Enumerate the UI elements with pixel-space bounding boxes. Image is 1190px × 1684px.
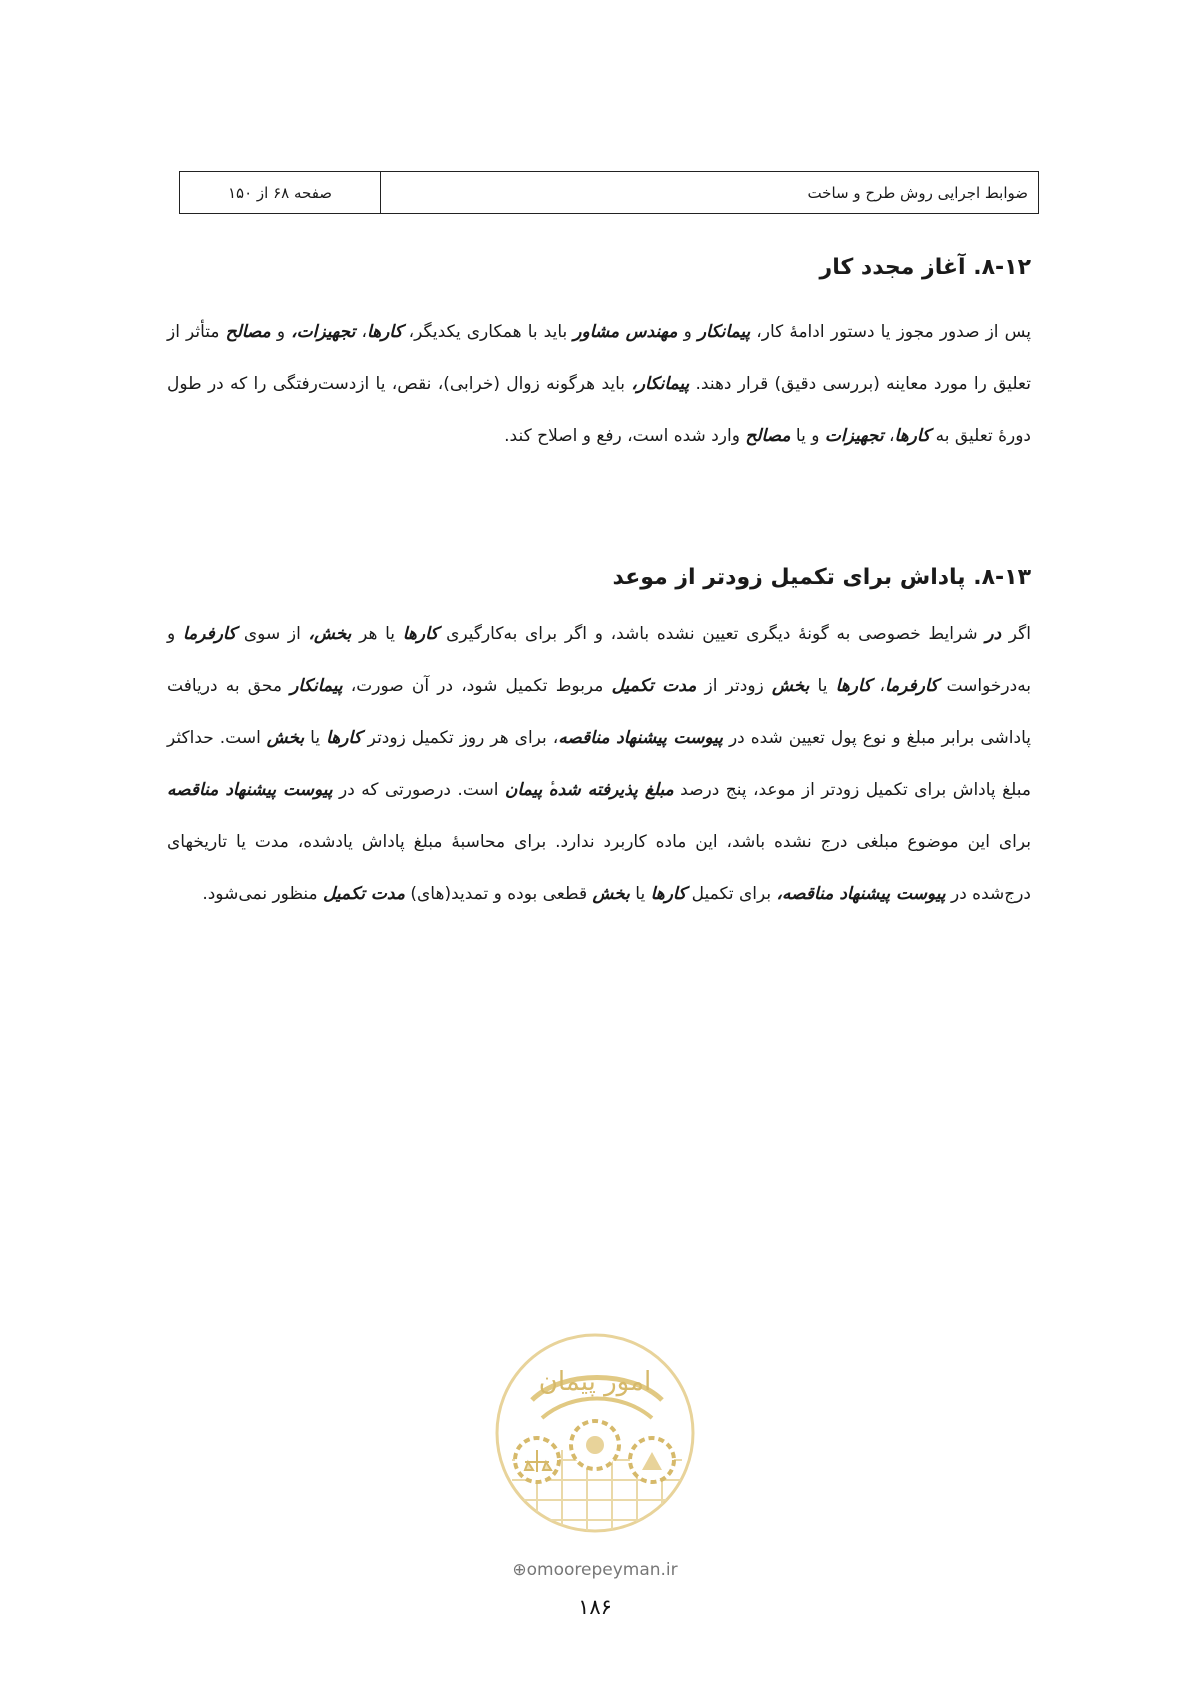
defined-term: پیمان — [504, 780, 543, 800]
defined-term: در — [985, 624, 1002, 644]
defined-term: مهندس مشاور — [573, 322, 678, 342]
section-paragraph — [167, 306, 1031, 462]
defined-term: پیوست پیشنهاد مناقصه — [558, 728, 723, 748]
text-run: یا — [809, 676, 836, 696]
page-number: ۱۸۶ — [578, 1595, 612, 1619]
text-run: ، برای هر روز تکمیل زودتر — [361, 728, 559, 748]
defined-term: بخش — [592, 884, 630, 904]
defined-term: پیوست پیشنهاد مناقصه، — [776, 884, 946, 904]
defined-term: تجهیزات — [824, 426, 884, 446]
section-paragraph — [167, 608, 1031, 920]
globe-icon: ⊕ — [512, 1560, 527, 1580]
defined-term: بخش — [266, 728, 305, 748]
defined-term: کارها — [894, 426, 931, 446]
defined-term: پیمانکار — [697, 322, 751, 342]
header-page-reference: صفحه ۶۸ از ۱۵۰ — [180, 172, 381, 213]
text-run: یا — [304, 728, 327, 748]
text-run: برای این موضوع مبلغی درج نشده باشد، این ماده کاربرد ندارد. برای محاسبهٔ مبلغ پاداش یادشده، مدت یا تاریخهای درج‌شده در — [167, 832, 1031, 904]
text-run: پس از صدور مجوز یا دستور ادامهٔ کار، — [750, 322, 1031, 342]
defined-term: کارفرما — [884, 676, 939, 696]
text-run: و به‌درخواست — [167, 624, 1032, 696]
defined-term: پیمانکار، — [631, 374, 690, 394]
text-run: یا هر — [351, 624, 403, 644]
text-run: زودتر از — [696, 676, 772, 696]
section-resumption-of-work — [167, 250, 1031, 462]
text-run: یا — [629, 884, 651, 904]
text-run: وارد شده است، رفع و اصلاح کند. — [504, 426, 746, 446]
section-heading: ۸-۱۲. آغاز مجدد کار — [819, 255, 1031, 280]
text-run: مربوط تکمیل شود، در آن صورت، — [342, 676, 612, 696]
seal-text: امور پیمان — [538, 1367, 652, 1397]
text-run: باید هرگونه زوال (خرابی)، نقص، یا ازدست‌رفتگی را که در طول دورهٔ تعلیق به — [167, 374, 1031, 446]
defined-term: مصالح — [225, 322, 271, 342]
defined-term: پیمانکار — [290, 676, 343, 696]
text-run: برای تکمیل — [686, 884, 777, 904]
text-run: ، — [871, 676, 885, 696]
defined-term: کارها — [326, 728, 362, 748]
section-heading: ۸-۱۳. پاداش برای تکمیل زودتر از موعد — [612, 565, 1031, 590]
text-run: و — [270, 322, 292, 342]
text-run: ، — [883, 426, 895, 446]
omoorepeyman-seal-logo — [492, 1330, 698, 1536]
text-run: است. درصورتی که در — [332, 780, 505, 800]
text-run: است. حداکثر مبلغ پاداش برای تکمیل زودتر از موعد، پنج درصد — [167, 728, 1031, 800]
text-run: منظور نمی‌شود. — [202, 884, 324, 904]
website-footer — [0, 1560, 1190, 1580]
text-run: ، — [355, 322, 367, 342]
text-run: اگر — [1001, 624, 1031, 644]
text-run: و یا — [790, 426, 825, 446]
defined-term: مصالح — [745, 426, 791, 446]
page-header-table — [179, 171, 1039, 214]
text-run: ٔ — [542, 780, 549, 800]
text-run: متأثر از تعلیق را مورد معاینه (بررسی دقیق) قرار دهند. — [167, 322, 1031, 394]
defined-term: کارها — [835, 676, 872, 696]
defined-term: کارها — [650, 884, 687, 904]
defined-term: بخش — [771, 676, 810, 696]
website-address: omoorepeyman.ir — [526, 1560, 678, 1580]
text-run: محق به دریافت پاداشی برابر مبلغ و نوع پول تعیین شده در — [167, 676, 1031, 748]
defined-term: مبلغ پذیرفته شده — [548, 780, 674, 800]
defined-term: کارفرما — [182, 624, 237, 644]
defined-term: تجهیزات، — [291, 322, 356, 342]
defined-term: کارها — [366, 322, 403, 342]
header-document-title: ضوابط اجرایی روش طرح و ساخت — [807, 183, 1028, 202]
defined-term: مدت تکمیل — [323, 884, 405, 904]
text-run: باید با همکاری یکدیگر، — [402, 322, 574, 342]
defined-term: بخش، — [308, 624, 352, 644]
text-run: قطعی بوده و تمدید(های) — [404, 884, 593, 904]
defined-term: پیوست پیشنهاد مناقصه — [167, 780, 333, 800]
defined-term: مدت تکمیل — [611, 676, 697, 696]
text-run: از سوی — [236, 624, 309, 644]
text-run: شرایط خصوصی به گونهٔ دیگری تعیین نشده باشد، و اگر برای به‌کارگیری — [438, 624, 986, 644]
defined-term: کارها — [402, 624, 439, 644]
text-run: و — [677, 322, 698, 342]
section-early-completion-bonus — [167, 560, 1031, 920]
